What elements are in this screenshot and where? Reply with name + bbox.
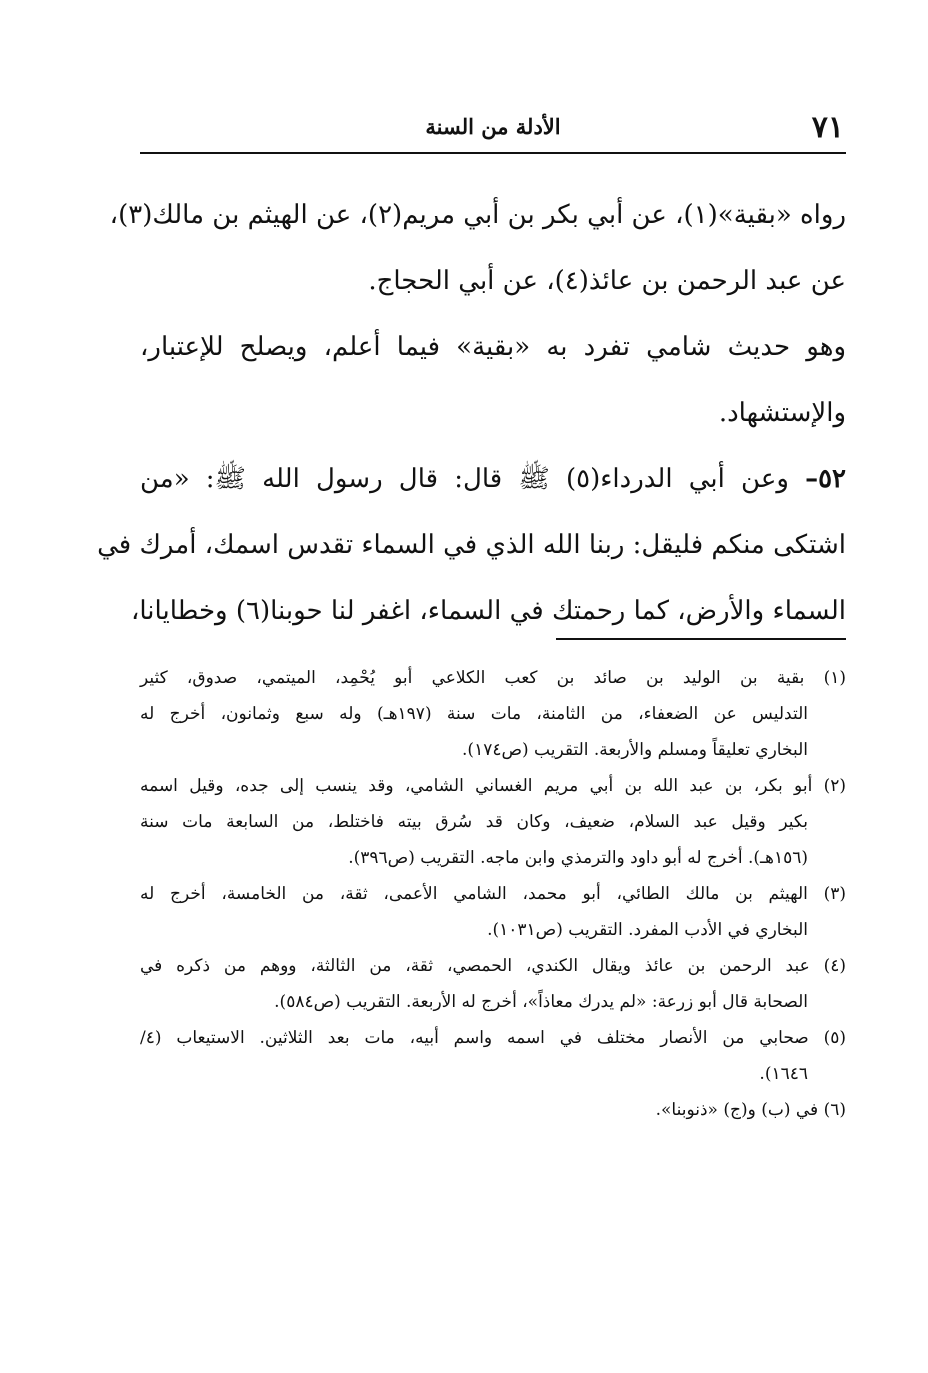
footnotes	[140, 660, 846, 1128]
footnote-separator	[556, 638, 846, 640]
footnote-line: (٤) عبد الرحمن بن عائذ ويقال الكندي، الحمصي، ثقة، من الثالثة، ووهم من ذكره في	[140, 956, 846, 976]
footnote-6	[140, 1092, 846, 1128]
text-line-5	[140, 446, 846, 512]
header-rule	[140, 152, 846, 154]
text-line-6: اشتكى منكم فليقل: ربنا الله الذي في السماء تقدس اسمك، أمرك في	[97, 530, 846, 560]
text-line-2: عن عبد الرحمن بن عائذ(٤)، عن أبي الحجاج.	[368, 266, 846, 296]
text-line-1: رواه «بقية»(١)، عن أبي بكر بن أبي مريم(٢)، عن الهيثم بن مالك(٣)،	[109, 200, 846, 230]
running-title: الأدلة من السنة	[425, 114, 561, 139]
hadith-number: ٥٢–	[805, 464, 847, 494]
footnote-line: التدليس عن الضعفاء، من الثامنة، مات سنة (١٩٧هـ) وله سبع وثمانون، أخرج له	[140, 704, 808, 724]
footnote-3	[140, 876, 846, 948]
footnote-line: الصحابة قال أبو زرعة: «لم يدرك معاذاً»، أخرج له الأربعة. التقريب (ص٥٨٤).	[274, 992, 808, 1012]
footnote-line: البخاري تعليقاً ومسلم والأربعة. التقريب (ص١٧٤).	[462, 740, 808, 760]
footnote-line: (٦) في (ب) و(ج) «ذنوبنا».	[655, 1100, 846, 1120]
page-header	[140, 108, 846, 152]
footnote-line: (٢) أبو بكر، بن عبد الله بن أبي مريم الغساني الشامي، وقد ينسب إلى جده، وقيل اسمه	[140, 776, 846, 796]
footnote-1	[140, 660, 846, 768]
page-number: ٧١	[811, 110, 844, 145]
text-line-3: وهو حديث شامي تفرد به «بقية» فيما أعلم، ويصلح للإعتبار،	[140, 332, 846, 362]
footnote-5	[140, 1020, 846, 1092]
footnote-line: ١٦٤٦).	[759, 1064, 808, 1084]
footnote-2	[140, 768, 846, 876]
text-line-4: والإستشهاد.	[718, 398, 846, 428]
text-line-5-content: وعن أبي الدرداء(٥) ﷺ قال: قال رسول الله ﷺ: «من	[140, 464, 789, 494]
footnote-line: (١) بقية بن الوليد بن صائد بن كعب الكلاعي أبو يُحْمِد، الميتمي، صدوق، كثير	[140, 668, 846, 688]
footnote-4	[140, 948, 846, 1020]
text-line-7: السماء والأرض، كما رحمتك في السماء، اغفر لنا حوبنا(٦) وخطايانا،	[130, 596, 846, 626]
footnote-line: (٥) صحابي من الأنصار مختلف في اسمه واسم أبيه، مات بعد الثلاثين. الاستيعاب (٤/	[140, 1028, 846, 1048]
footnote-line: (٣) الهيثم بن مالك الطائي، أبو محمد، الشامي الأعمى، ثقة، من الخامسة، أخرج له	[140, 884, 846, 904]
main-text	[97, 182, 847, 644]
footnote-line: (١٥٦هـ). أخرج له أبو داود والترمذي وابن ماجه. التقريب (ص٣٩٦).	[348, 848, 808, 868]
footnote-line: بكير وقيل عبد السلام، ضعيف، وكان قد سُرق بيته فاختلط، من السابعة مات سنة	[140, 812, 808, 832]
footnote-line: البخاري في الأدب المفرد. التقريب (ص١٠٣١).	[487, 920, 808, 940]
